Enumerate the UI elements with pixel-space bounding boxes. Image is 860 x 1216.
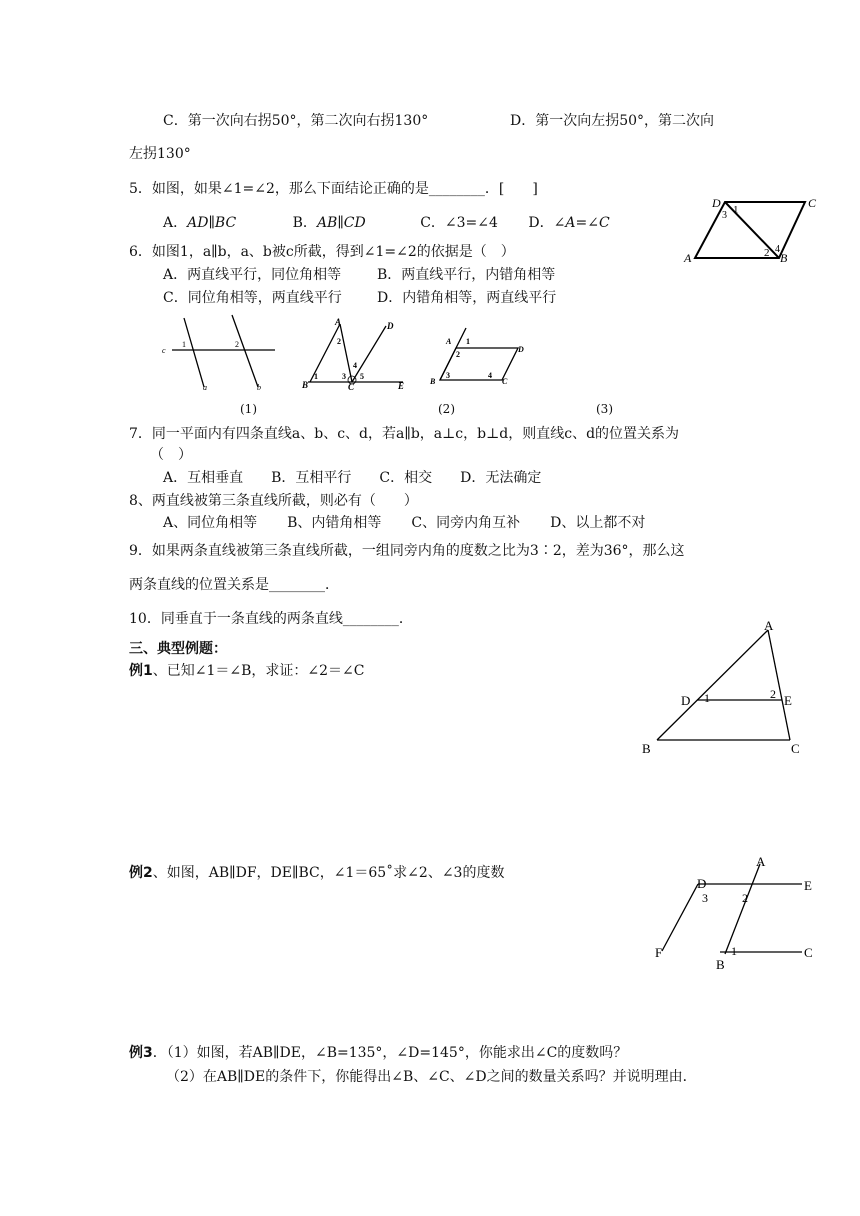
angle-5: 5 bbox=[360, 372, 364, 381]
label-A: A bbox=[446, 337, 452, 346]
example-3-part2: （2）在AB∥DE的条件下，你能得出∠B、∠C、∠D之间的数量关系吗？并说明理由． bbox=[166, 1069, 697, 1085]
angle-4: 4 bbox=[775, 244, 780, 255]
angle-1: 1 bbox=[314, 372, 318, 381]
label-B: B bbox=[642, 741, 651, 756]
question-7-options: A．互相垂直 B．互相平行 C．相交 D．无法确定 bbox=[163, 470, 542, 486]
angle-1: 1 bbox=[733, 204, 739, 216]
question-6-c: C．同位角相等，两直线平行 bbox=[163, 290, 342, 306]
figure-1 bbox=[160, 312, 280, 392]
option-c-line: C．第一次向右拐50°，第二次向右拐130° bbox=[163, 113, 429, 129]
label-D: D bbox=[697, 876, 707, 891]
label-E: E bbox=[784, 693, 792, 708]
question-10: 10．同垂直于一条直线的两条直线________． bbox=[129, 611, 413, 627]
angle-2: 2 bbox=[235, 340, 239, 349]
angle-3: 3 bbox=[446, 371, 450, 380]
label-c: c bbox=[162, 346, 166, 355]
question-5-options: A．AD∥BC B．AB∥CD C．∠3=∠4 D．∠A=∠C bbox=[163, 215, 610, 231]
question-7: 7．同一平面内有四条直线a、b、c、d，若a∥b，a⊥c，b⊥d，则直线c、d的位置关系为 bbox=[129, 426, 680, 442]
angle-1: 1 bbox=[466, 337, 470, 346]
option-d-line: D．第一次向左拐50°，第二次向 bbox=[510, 113, 715, 129]
angle-4: 4 bbox=[488, 371, 492, 380]
label-D: D bbox=[712, 196, 721, 210]
angle-2: 2 bbox=[742, 891, 748, 905]
angle-3: 3 bbox=[342, 372, 346, 381]
label-C: C bbox=[791, 741, 800, 756]
question-6-d: D．内错角相等，两直线平行 bbox=[377, 290, 557, 306]
example-2: 例2、如图，AB∥DF，DE∥BC，∠1＝65˚求∠2、∠3的度数 bbox=[129, 865, 505, 881]
angle-2: 2 bbox=[456, 350, 460, 359]
question-5: 5．如图，如果∠1=∠2，那么下面结论正确的是________．[ ] bbox=[129, 181, 538, 197]
question-9: 9．如果两条直线被第三条直线所截，一组同旁内角的度数之比为3∶2，差为36°，那么这 bbox=[129, 543, 685, 559]
question-6-a: A．两直线平行，同位角相等 bbox=[163, 267, 342, 283]
label-C: C bbox=[348, 382, 355, 392]
angle-1: 1 bbox=[182, 340, 186, 349]
label-D: D bbox=[518, 345, 524, 354]
label-b: b bbox=[257, 383, 261, 392]
angle-3: 3 bbox=[722, 210, 727, 221]
question-8-options: A、同位角相等 B、内错角相等 C、同旁内角互补 D、以上都不对 bbox=[163, 515, 646, 531]
section-title: 三、典型例题： bbox=[129, 641, 227, 657]
figure-1-caption: (1) bbox=[240, 402, 257, 416]
label-D: D bbox=[681, 693, 691, 708]
angle-3: 3 bbox=[702, 891, 708, 905]
label-E: E bbox=[398, 381, 405, 391]
figure-2 bbox=[300, 316, 415, 391]
label-B: B bbox=[302, 380, 309, 390]
angle-4: 4 bbox=[353, 361, 357, 370]
figure-2-caption: (2) bbox=[438, 402, 455, 416]
figure-example-1 bbox=[640, 616, 810, 761]
label-C: C bbox=[804, 945, 813, 960]
figure-example-2 bbox=[650, 852, 820, 972]
label-B: B bbox=[716, 957, 725, 972]
label-A: A bbox=[764, 618, 774, 633]
label-a: a bbox=[203, 383, 207, 392]
figure-3 bbox=[428, 326, 528, 388]
question-6: 6．如图1，a∥b，a、b被c所截，得到∠1=∠2的依据是（ ） bbox=[129, 244, 515, 260]
example-1: 例1、已知∠1＝∠B，求证：∠2＝∠C bbox=[129, 663, 365, 679]
label-F: F bbox=[655, 945, 663, 960]
angle-2: 2 bbox=[337, 337, 341, 346]
label-B: B bbox=[780, 251, 788, 265]
label-A: A bbox=[756, 854, 766, 869]
label-A: A bbox=[335, 317, 342, 327]
figure-q5-parallelogram bbox=[680, 192, 820, 272]
angle-2: 2 bbox=[770, 687, 776, 701]
label-A: A bbox=[684, 251, 692, 265]
question-8: 8、两直线被第三条直线所截，则必有（ ） bbox=[129, 493, 418, 509]
example-3: 例3．（1）如图，若AB∥DE，∠B=135°，∠D=145°，你能求出∠C的度数吗？ bbox=[129, 1045, 628, 1061]
figure-3-caption: (3) bbox=[596, 402, 613, 416]
angle-2: 2 bbox=[764, 247, 770, 259]
label-D: D bbox=[387, 321, 394, 331]
label-C: C bbox=[808, 196, 817, 210]
option-d-cont: 左拐130° bbox=[129, 146, 191, 162]
angle-1: 1 bbox=[704, 691, 710, 705]
label-B: B bbox=[430, 377, 436, 386]
label-C: C bbox=[502, 377, 508, 386]
angle-1: 1 bbox=[731, 944, 737, 958]
question-6-b: B．两直线平行，内错角相等 bbox=[377, 267, 556, 283]
question-7-paren: （ ） bbox=[150, 447, 192, 463]
label-E: E bbox=[804, 878, 812, 893]
question-9-cont: 两条直线的位置关系是________． bbox=[129, 577, 339, 593]
